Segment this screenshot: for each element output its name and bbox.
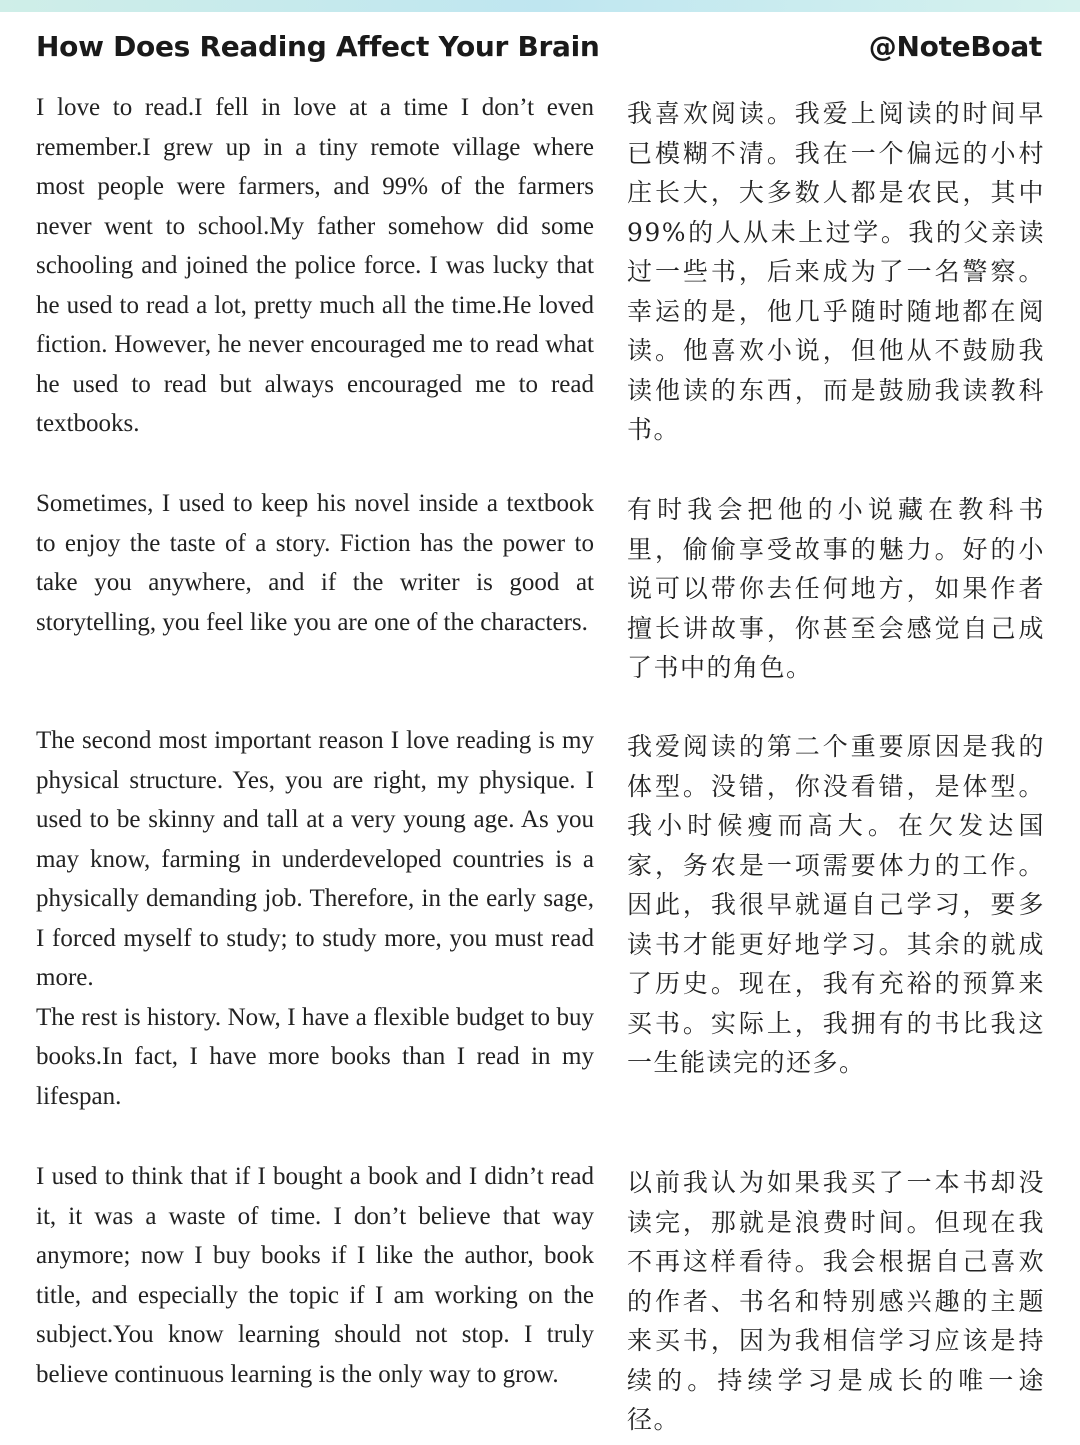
english-paragraph-continued: The rest is history. Now, I have a flexible budget to buy books.In fact, I have more books than I read in my lifespan.: [36, 1003, 594, 1110]
page-title: How Does Reading Affect Your Brain: [36, 29, 600, 63]
english-paragraph: The second most important reason I love reading is my physical structure. Yes, you are right, my physique. I used to be skinny and tall at a very young age. As you may know, farming in underdeveloped countries is a physically demanding job. Therefore, in the early sage, I forced myself to study; to study more, you must read more.: [36, 727, 594, 991]
chinese-paragraph: 有时我会把他的小说藏在教科书里，偷偷享受故事的魅力。好的小说可以带你去任何地方，如果作者擅长讲故事，你甚至会感觉自己成了书中的角色。: [627, 495, 1045, 682]
chinese-paragraph: 我爱阅读的第二个重要原因是我的体型。没错，你没看错，是体型。我小时候瘦而高大。在欠发达国家，务农是一项需要体力的工作。因此，我很早就逼自己学习，要多读书才能更好地学习。其余的就成了历史。现在，我有充裕的预算来买书。实际上，我拥有的书比我这一生能读完的还多。: [627, 732, 1045, 1077]
english-paragraph: Sometimes, I used to keep his novel inside a textbook to enjoy the taste of a story. Fiction has the power to take you anywhere, and if the writer is good at storytelling, you feel like you are one of the characters.: [36, 490, 594, 636]
english-paragraph: I love to read.I fell in love at a time I don’t even remember.I grew up in a tiny remote village where most people were farmers, and 99% of the farmers never went to school.My father somehow did some schooling and joined the police force. I was lucky that he used to read a lot, pretty much all the time.He loved fiction. However, he never encouraged me to read what he used to read but always encouraged me to read textbooks.: [36, 94, 594, 437]
chinese-paragraph: 以前我认为如果我买了一本书却没读完，那就是浪费时间。但现在我不再这样看待。我会根据自己喜欢的作者、书名和特别感兴趣的主题来买书，因为我相信学习应该是持续的。持续学习是成长的唯一途径。: [627, 1168, 1045, 1434]
author-handle: @NoteBoat: [868, 29, 1042, 63]
page-header: [36, 22, 1042, 70]
chinese-paragraph: 我喜欢阅读。我爱上阅读的时间早已模糊不清。我在一个偏远的小村庄长大，大多数人都是农民，其中99%的人从未上过学。我的父亲读过一些书，后来成为了一名警察。幸运的是，他几乎随时随地都在阅读。他喜欢小说，但他从不鼓励我读他读的东西，而是鼓励我读教科书。: [627, 99, 1045, 444]
english-paragraph-block: [36, 721, 594, 1116]
english-paragraph: I used to think that if I bought a book and I didn’t read it, it was a waste of time. I don’t believe that way anymore; now I buy books if I like the author, book title, and especially the topic if I am working on the subject.You know learning should not stop. I truly believe continuous learning is the only way to grow.: [36, 1163, 594, 1388]
top-accent-bar: [0, 0, 1080, 12]
